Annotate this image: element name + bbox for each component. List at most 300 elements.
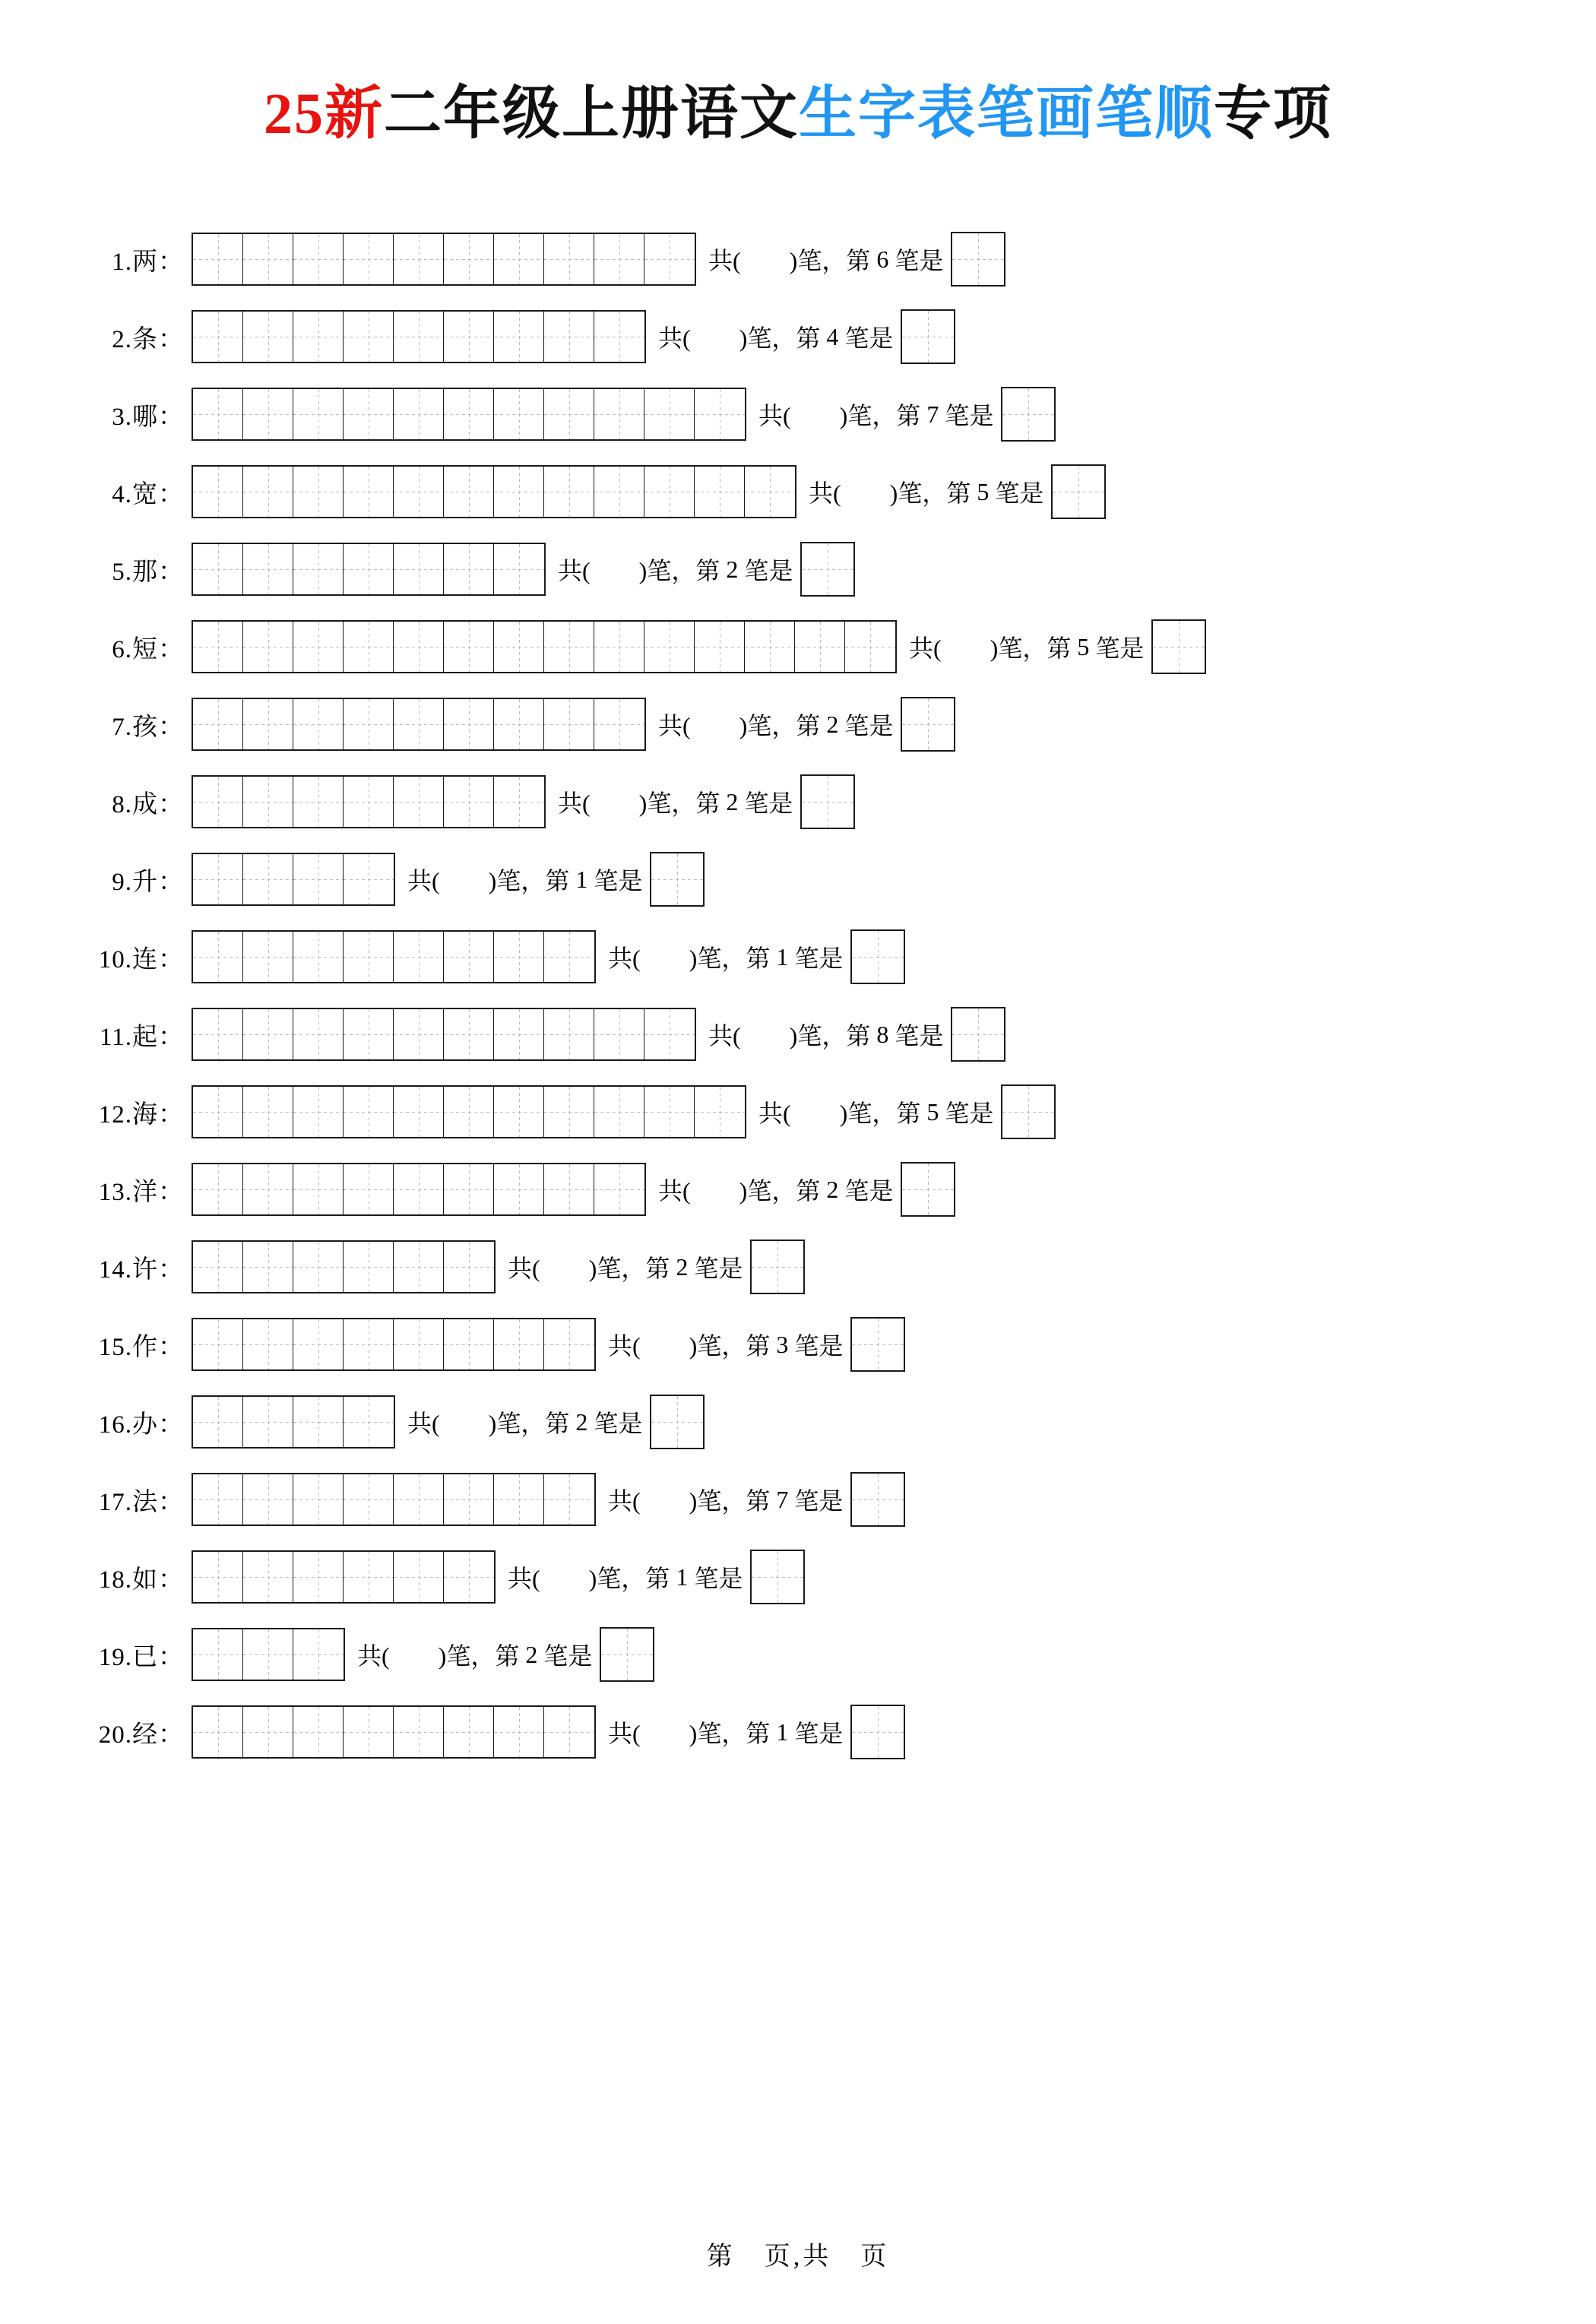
question-text — [608, 1317, 905, 1372]
grid-cell[interactable] — [644, 1009, 695, 1059]
grid-cell[interactable] — [193, 1319, 243, 1369]
stroke-index-number: 2 — [676, 1252, 689, 1281]
grid-cell[interactable] — [293, 777, 344, 827]
question-text — [508, 1240, 805, 1294]
question-text — [658, 1162, 955, 1217]
grid-cell[interactable] — [444, 777, 494, 827]
grid-cell[interactable] — [394, 1164, 444, 1214]
answer-box[interactable] — [850, 1472, 905, 1527]
stroke-index-number: 1 — [776, 942, 789, 970]
total-strokes-blank[interactable] — [791, 1098, 840, 1126]
total-strokes-blank[interactable] — [390, 1641, 439, 1669]
total-strokes-blank[interactable] — [591, 788, 639, 816]
answer-box[interactable] — [800, 774, 855, 829]
grid-cell[interactable] — [243, 312, 293, 362]
answer-box[interactable] — [1151, 619, 1206, 674]
grid-cell[interactable] — [494, 1319, 544, 1369]
grid-cell[interactable] — [594, 622, 644, 672]
grid-cell[interactable] — [293, 389, 344, 439]
total-strokes-prefix: 共( — [758, 402, 791, 429]
grid-cell[interactable] — [193, 544, 243, 594]
grid-cell[interactable] — [444, 389, 494, 439]
exercise-label: 5.那： — [112, 558, 184, 586]
stroke-index-number: 3 — [776, 1330, 789, 1358]
grid-cell[interactable] — [193, 1087, 243, 1137]
stroke-index-number: 5 — [977, 477, 990, 505]
total-strokes-prefix: 共( — [608, 1487, 641, 1515]
answer-box[interactable] — [850, 929, 905, 984]
grid-cell[interactable] — [394, 932, 444, 982]
exercise-label: 6.短： — [112, 635, 184, 663]
exercise-row — [84, 1618, 1596, 1691]
total-strokes-prefix: 共( — [809, 480, 841, 507]
grid-cell[interactable] — [594, 699, 644, 749]
stroke-practice-grid[interactable] — [192, 1395, 395, 1449]
grid-cell[interactable] — [344, 1474, 394, 1525]
grid-cell[interactable] — [444, 1242, 494, 1292]
total-strokes-prefix: 共( — [658, 325, 691, 352]
stroke-practice-grid[interactable] — [192, 233, 696, 286]
stroke-practice-grid[interactable] — [192, 1628, 345, 1681]
total-strokes-blank[interactable] — [741, 245, 790, 274]
stroke-practice-grid[interactable] — [192, 465, 796, 518]
grid-cell[interactable] — [293, 622, 344, 672]
grid-cell[interactable] — [193, 622, 243, 672]
stroke-index-number: 8 — [876, 1020, 889, 1048]
grid-cell[interactable] — [193, 932, 243, 982]
page-footer: 第 页,共 页 — [706, 2243, 890, 2271]
exercise-label: 12.海： — [98, 1100, 184, 1129]
total-strokes-blank[interactable] — [942, 633, 990, 661]
exercise-label: 10.连： — [98, 945, 184, 974]
question-text — [708, 232, 1005, 287]
stroke-question-suffix: 笔是 — [844, 325, 894, 352]
stroke-practice-grid[interactable] — [192, 1705, 596, 1759]
grid-cell[interactable] — [444, 699, 494, 749]
exercise-row — [84, 533, 1596, 606]
stroke-question-suffix: 笔是 — [594, 867, 643, 894]
total-strokes-blank[interactable] — [641, 943, 689, 971]
grid-cell[interactable] — [243, 699, 293, 749]
grid-cell[interactable] — [494, 544, 544, 594]
total-strokes-prefix: 共( — [608, 1720, 641, 1747]
grid-cell[interactable] — [795, 622, 845, 672]
grid-cell[interactable] — [444, 1087, 494, 1137]
total-strokes-blank[interactable] — [540, 1563, 589, 1591]
grid-cell[interactable] — [243, 389, 293, 439]
exercise-row — [84, 1153, 1596, 1226]
grid-cell[interactable] — [695, 389, 745, 439]
exercise-row — [84, 765, 1596, 838]
grid-cell[interactable] — [494, 312, 544, 362]
total-strokes-blank[interactable] — [691, 1176, 739, 1204]
grid-cell[interactable] — [344, 699, 394, 749]
total-strokes-blank[interactable] — [540, 1253, 589, 1281]
stroke-question-suffix: 笔是 — [744, 790, 793, 817]
answer-box[interactable] — [650, 1395, 705, 1449]
grid-cell[interactable] — [293, 932, 344, 982]
grid-cell[interactable] — [594, 467, 644, 517]
grid-cell[interactable] — [594, 234, 644, 284]
total-strokes-prefix: 共( — [407, 1410, 440, 1437]
grid-cell[interactable] — [243, 467, 293, 517]
total-strokes-blank[interactable] — [691, 323, 739, 351]
grid-cell[interactable] — [494, 1164, 544, 1214]
grid-cell[interactable] — [394, 622, 444, 672]
grid-cell[interactable] — [394, 699, 444, 749]
grid-cell[interactable] — [344, 1707, 394, 1757]
grid-cell[interactable] — [544, 1009, 594, 1059]
grid-cell[interactable] — [394, 312, 444, 362]
title-segment-red: 25新 — [264, 82, 384, 146]
grid-cell[interactable] — [394, 1087, 444, 1137]
grid-cell[interactable] — [193, 467, 243, 517]
stroke-question-suffix: 笔是 — [794, 1487, 844, 1515]
grid-cell[interactable] — [193, 699, 243, 749]
grid-cell[interactable] — [544, 389, 594, 439]
grid-cell[interactable] — [494, 932, 544, 982]
grid-cell[interactable] — [344, 389, 394, 439]
grid-cell[interactable] — [544, 699, 594, 749]
stroke-practice-grid[interactable] — [192, 775, 546, 828]
grid-cell[interactable] — [193, 854, 243, 904]
grid-cell[interactable] — [243, 1319, 293, 1369]
grid-cell[interactable] — [394, 777, 444, 827]
grid-cell[interactable] — [394, 1707, 444, 1757]
grid-cell[interactable] — [544, 467, 594, 517]
grid-cell[interactable] — [193, 777, 243, 827]
stroke-index-number: 1 — [575, 865, 588, 893]
grid-cell[interactable] — [444, 622, 494, 672]
answer-box[interactable] — [850, 1317, 905, 1372]
grid-cell[interactable] — [594, 1009, 644, 1059]
grid-cell[interactable] — [293, 1707, 344, 1757]
stroke-practice-grid[interactable] — [192, 1318, 596, 1371]
answer-box[interactable] — [1051, 464, 1106, 519]
grid-cell[interactable] — [293, 1552, 344, 1602]
grid-cell[interactable] — [344, 622, 394, 672]
grid-cell[interactable] — [344, 467, 394, 517]
grid-cell[interactable] — [243, 932, 293, 982]
exercise-label: 20.经： — [98, 1721, 184, 1749]
stroke-index-number: 2 — [726, 787, 739, 815]
answer-box[interactable] — [951, 232, 1005, 287]
grid-cell[interactable] — [293, 312, 344, 362]
total-strokes-suffix: )笔，第 — [588, 1565, 670, 1592]
grid-cell[interactable] — [644, 234, 695, 284]
stroke-practice-grid[interactable] — [192, 543, 546, 596]
grid-cell[interactable] — [444, 1164, 494, 1214]
grid-cell[interactable] — [494, 234, 544, 284]
stroke-practice-grid[interactable] — [192, 1473, 596, 1526]
grid-cell[interactable] — [293, 699, 344, 749]
stroke-practice-grid[interactable] — [192, 1163, 646, 1216]
grid-cell[interactable] — [293, 1319, 344, 1369]
grid-cell[interactable] — [243, 544, 293, 594]
total-strokes-suffix: )笔，第 — [438, 1642, 520, 1670]
grid-cell[interactable] — [444, 1552, 494, 1602]
grid-cell[interactable] — [544, 622, 594, 672]
stroke-question-suffix: 笔是 — [844, 1177, 894, 1205]
grid-cell[interactable] — [243, 1474, 293, 1525]
total-strokes-blank[interactable] — [440, 866, 489, 894]
grid-cell[interactable] — [544, 1164, 594, 1214]
grid-cell[interactable] — [394, 1009, 444, 1059]
grid-cell[interactable] — [193, 1552, 243, 1602]
question-text — [758, 387, 1056, 442]
stroke-practice-grid[interactable] — [192, 1550, 496, 1604]
stroke-practice-grid[interactable] — [192, 1240, 496, 1293]
grid-cell[interactable] — [193, 1397, 243, 1447]
total-strokes-suffix: )笔，第 — [739, 325, 821, 352]
stroke-index-number: 4 — [826, 322, 839, 350]
title-segment-blue: 生字表笔画笔顺 — [799, 82, 1214, 146]
grid-cell[interactable] — [344, 1009, 394, 1059]
grid-cell[interactable] — [745, 467, 795, 517]
grid-cell[interactable] — [494, 777, 544, 827]
grid-cell[interactable] — [845, 622, 895, 672]
total-strokes-blank[interactable] — [591, 556, 639, 584]
grid-cell[interactable] — [193, 234, 243, 284]
grid-cell[interactable] — [594, 1087, 644, 1137]
grid-cell[interactable] — [293, 234, 344, 284]
total-strokes-suffix: )笔，第 — [638, 557, 720, 584]
grid-cell[interactable] — [293, 854, 344, 904]
exercise-row — [84, 1463, 1596, 1536]
grid-cell[interactable] — [344, 1319, 394, 1369]
answer-box[interactable] — [901, 1162, 955, 1217]
grid-cell[interactable] — [644, 1087, 695, 1137]
stroke-index-number: 2 — [826, 1175, 839, 1203]
grid-cell[interactable] — [494, 1009, 544, 1059]
grid-cell[interactable] — [544, 234, 594, 284]
question-text — [809, 464, 1106, 519]
stroke-practice-grid[interactable] — [192, 1008, 696, 1061]
grid-cell[interactable] — [243, 234, 293, 284]
exercise-label: 7.孩： — [112, 713, 184, 741]
grid-cell[interactable] — [193, 1164, 243, 1214]
grid-cell[interactable] — [344, 234, 394, 284]
total-strokes-blank[interactable] — [741, 1021, 790, 1049]
grid-cell[interactable] — [394, 1552, 444, 1602]
total-strokes-blank[interactable] — [691, 711, 739, 739]
grid-cell[interactable] — [193, 1009, 243, 1059]
grid-cell[interactable] — [444, 1707, 494, 1757]
grid-cell[interactable] — [494, 1474, 544, 1525]
grid-cell[interactable] — [544, 932, 594, 982]
grid-cell[interactable] — [293, 1242, 344, 1292]
grid-cell[interactable] — [544, 1087, 594, 1137]
grid-cell[interactable] — [344, 854, 394, 904]
grid-cell[interactable] — [394, 234, 444, 284]
total-strokes-prefix: 共( — [758, 1100, 791, 1127]
grid-cell[interactable] — [344, 1397, 394, 1447]
total-strokes-blank[interactable] — [440, 1408, 489, 1436]
grid-cell[interactable] — [644, 622, 695, 672]
grid-cell[interactable] — [243, 1552, 293, 1602]
grid-cell[interactable] — [544, 1707, 594, 1757]
total-strokes-blank[interactable] — [641, 1718, 689, 1746]
grid-cell[interactable] — [293, 1087, 344, 1137]
answer-box[interactable] — [800, 542, 855, 597]
exercise-row — [84, 1540, 1596, 1613]
exercise-row — [84, 998, 1596, 1071]
grid-cell[interactable] — [394, 544, 444, 594]
stroke-practice-grid[interactable] — [192, 853, 395, 906]
grid-cell[interactable] — [243, 1397, 293, 1447]
total-strokes-blank[interactable] — [791, 401, 840, 429]
stroke-index-number: 7 — [776, 1485, 789, 1513]
grid-cell[interactable] — [544, 1319, 594, 1369]
exercise-list — [0, 223, 1596, 1768]
stroke-practice-grid[interactable] — [192, 1085, 746, 1138]
stroke-question-suffix: 笔是 — [945, 1100, 994, 1127]
grid-cell[interactable] — [394, 467, 444, 517]
question-text — [658, 697, 955, 752]
grid-cell[interactable] — [444, 1319, 494, 1369]
stroke-practice-grid[interactable] — [192, 930, 596, 983]
grid-cell[interactable] — [243, 1164, 293, 1214]
answer-box[interactable] — [1001, 1084, 1056, 1139]
grid-cell[interactable] — [695, 622, 745, 672]
exercise-row — [84, 300, 1596, 373]
answer-box[interactable] — [750, 1550, 805, 1604]
grid-cell[interactable] — [544, 1474, 594, 1525]
grid-cell[interactable] — [193, 312, 243, 362]
answer-box[interactable] — [951, 1007, 1005, 1062]
grid-cell[interactable] — [494, 1087, 544, 1137]
stroke-question-suffix: 笔是 — [895, 247, 944, 274]
grid-cell[interactable] — [344, 932, 394, 982]
exercise-label: 13.洋： — [98, 1178, 184, 1206]
grid-cell[interactable] — [444, 312, 494, 362]
grid-cell[interactable] — [745, 622, 795, 672]
grid-cell[interactable] — [243, 1629, 293, 1680]
answer-box[interactable] — [850, 1705, 905, 1759]
grid-cell[interactable] — [544, 312, 594, 362]
grid-cell[interactable] — [494, 389, 544, 439]
grid-cell[interactable] — [594, 389, 644, 439]
stroke-question-suffix: 笔是 — [694, 1255, 743, 1282]
answer-box[interactable] — [750, 1240, 805, 1294]
grid-cell[interactable] — [193, 1242, 243, 1292]
total-strokes-blank[interactable] — [641, 1331, 689, 1359]
grid-cell[interactable] — [444, 1474, 494, 1525]
grid-cell[interactable] — [243, 622, 293, 672]
exercise-row — [84, 610, 1596, 683]
answer-box[interactable] — [901, 697, 955, 752]
grid-cell[interactable] — [293, 467, 344, 517]
grid-cell[interactable] — [293, 544, 344, 594]
grid-cell[interactable] — [344, 1242, 394, 1292]
stroke-index-number: 2 — [575, 1407, 588, 1436]
grid-cell[interactable] — [243, 854, 293, 904]
question-text — [658, 309, 955, 364]
stroke-practice-grid[interactable] — [192, 698, 646, 751]
exercise-row — [84, 455, 1596, 528]
grid-cell[interactable] — [494, 699, 544, 749]
grid-cell[interactable] — [594, 1164, 644, 1214]
grid-cell[interactable] — [243, 1707, 293, 1757]
grid-cell[interactable] — [695, 467, 745, 517]
total-strokes-suffix: )笔，第 — [739, 712, 821, 739]
grid-cell[interactable] — [243, 1009, 293, 1059]
exercise-label: 19.已： — [98, 1643, 184, 1671]
grid-cell[interactable] — [444, 932, 494, 982]
exercise-label: 1.两： — [112, 248, 184, 276]
stroke-practice-grid[interactable] — [192, 388, 746, 441]
grid-cell[interactable] — [293, 1164, 344, 1214]
grid-cell[interactable] — [444, 544, 494, 594]
grid-cell[interactable] — [193, 1629, 243, 1680]
grid-cell[interactable] — [193, 1707, 243, 1757]
grid-cell[interactable] — [344, 312, 394, 362]
grid-cell[interactable] — [293, 1474, 344, 1525]
total-strokes-blank[interactable] — [841, 478, 890, 506]
title-segment-black-1: 二年级上册语文 — [384, 82, 799, 146]
exercise-label: 16.办： — [98, 1411, 184, 1439]
grid-cell[interactable] — [243, 1087, 293, 1137]
grid-cell[interactable] — [594, 312, 644, 362]
grid-cell[interactable] — [644, 467, 695, 517]
grid-cell[interactable] — [193, 389, 243, 439]
answer-box[interactable] — [650, 852, 705, 907]
total-strokes-suffix: )笔，第 — [689, 1332, 771, 1360]
answer-box[interactable] — [1001, 387, 1056, 442]
grid-cell[interactable] — [494, 467, 544, 517]
grid-cell[interactable] — [293, 1629, 344, 1680]
grid-cell[interactable] — [394, 389, 444, 439]
grid-cell[interactable] — [444, 1009, 494, 1059]
grid-cell[interactable] — [243, 777, 293, 827]
grid-cell[interactable] — [344, 1552, 394, 1602]
grid-cell[interactable] — [494, 1707, 544, 1757]
stroke-practice-grid[interactable] — [192, 620, 897, 673]
grid-cell[interactable] — [494, 622, 544, 672]
grid-cell[interactable] — [344, 1087, 394, 1137]
question-text — [357, 1627, 654, 1682]
grid-cell[interactable] — [394, 1474, 444, 1525]
stroke-question-suffix: 笔是 — [794, 1332, 844, 1360]
grid-cell[interactable] — [193, 1474, 243, 1525]
grid-cell[interactable] — [293, 1397, 344, 1447]
grid-cell[interactable] — [394, 1319, 444, 1369]
grid-cell[interactable] — [394, 1242, 444, 1292]
exercise-row — [84, 1230, 1596, 1303]
answer-box[interactable] — [600, 1627, 654, 1682]
grid-cell[interactable] — [344, 777, 394, 827]
grid-cell[interactable] — [344, 544, 394, 594]
grid-cell[interactable] — [444, 467, 494, 517]
question-text — [708, 1007, 1005, 1062]
grid-cell[interactable] — [695, 1087, 745, 1137]
total-strokes-prefix: 共( — [658, 1177, 691, 1205]
grid-cell[interactable] — [344, 1164, 394, 1214]
stroke-question-suffix: 笔是 — [794, 1720, 844, 1747]
grid-cell[interactable] — [644, 389, 695, 439]
exercise-row — [84, 223, 1596, 296]
grid-cell[interactable] — [293, 1009, 344, 1059]
question-text — [909, 619, 1206, 674]
total-strokes-blank[interactable] — [641, 1486, 689, 1514]
grid-cell[interactable] — [444, 234, 494, 284]
grid-cell[interactable] — [243, 1242, 293, 1292]
stroke-question-suffix: 笔是 — [594, 1410, 643, 1437]
exercise-row — [84, 688, 1596, 761]
stroke-practice-grid[interactable] — [192, 310, 646, 363]
answer-box[interactable] — [901, 309, 955, 364]
total-strokes-suffix: )笔，第 — [839, 402, 921, 429]
